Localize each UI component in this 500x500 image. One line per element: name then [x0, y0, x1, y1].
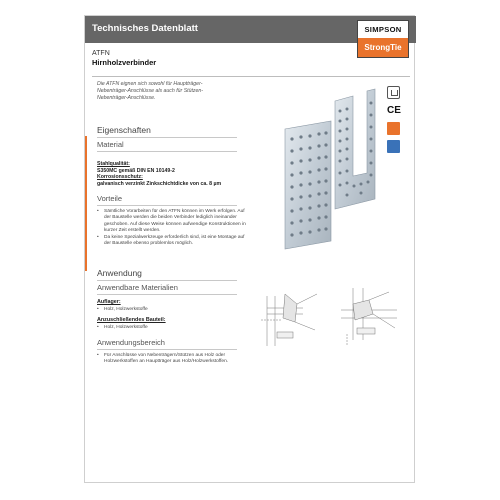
list-item: • Da keine Spezialwerkzeuge erforderlich sind, ist eine Montage auf der Baustelle ebenso problemlos möglich. — [97, 235, 247, 248]
product-name: Hirnholzverbinder — [92, 58, 157, 67]
corrosion-value: galvanisch verzinkt Zinkschichtdicke von ca. 8 µm — [97, 180, 222, 187]
logo-top-text: SIMPSON — [358, 21, 408, 38]
orange-cert-icon — [387, 122, 400, 135]
section-bereich: Anwendungsbereich — [97, 338, 165, 347]
section-line — [97, 151, 237, 152]
list-item: • Sämtliche Vorarbeiten für den ATFN können im Werk erfolgen. Auf der Baustelle werden die beiden Verbinder lediglich ineinander geschoben. Auf diese Weise können aufwendige Konstruktionen in kurzer Zeit erstellt werden. — [97, 209, 247, 234]
anzuschliessen-list — [97, 325, 247, 332]
datasheet-page — [84, 15, 415, 483]
flat-plate — [285, 121, 331, 249]
section-material: Material — [97, 140, 124, 149]
house-icon — [387, 86, 400, 99]
simpson-strongtie-logo — [357, 20, 409, 58]
section-eigenschaften: Eigenschaften — [97, 125, 151, 135]
ce-mark-icon: CE — [387, 105, 401, 116]
section-line — [97, 137, 237, 138]
material-specs — [97, 161, 247, 187]
installation-drawing — [257, 274, 407, 354]
divider — [92, 76, 410, 77]
product-heading — [92, 50, 156, 67]
accent-bar — [85, 136, 87, 271]
blue-cert-icon — [387, 140, 400, 153]
intro-text: Die ATFN eignen sich sowohl für Hauptträger-Nebenträger-Anschlüsse als auch für Stützen-Nebenträger-Anschlüsse. — [97, 81, 204, 101]
section-anwendung: Anwendung — [97, 268, 142, 278]
section-line — [97, 205, 237, 206]
product-code: ATFN — [92, 50, 110, 57]
list-item: • Holz, Holzwerkstoffe — [97, 307, 247, 313]
anzuschliessen-heading: Anzuschließendes Bauteil: — [97, 317, 166, 323]
drawing-left — [261, 294, 317, 346]
header-title: Technisches Datenblatt — [92, 23, 198, 34]
slotted-plate — [335, 89, 375, 209]
section-line — [97, 294, 237, 295]
section-anwendbare: Anwendbare Materialien — [97, 283, 178, 292]
advantages-list — [97, 209, 247, 249]
bereich-list — [97, 353, 247, 367]
logo-bottom-text: StrongTie — [358, 38, 408, 57]
steel-quality-value: S350MC gemäß DIN EN 10149-2 — [97, 167, 175, 174]
auflager-list — [97, 307, 247, 314]
section-line — [97, 280, 237, 281]
section-vorteile: Vorteile — [97, 194, 123, 203]
drawing-right — [341, 288, 397, 346]
auflager-heading: Auflager: — [97, 299, 121, 305]
certification-icons — [387, 86, 401, 158]
list-item: • Für Anschlüsse von Nebenträgern/Stützen aus Holz oder Holzwerkstoffen an Hauptträger aus Holz/Holzwerkstoffen. — [97, 353, 247, 366]
steel-quality-label: Stahlqualität: — [97, 161, 130, 167]
list-item: • Holz, Holzwerkstoffe — [97, 325, 247, 331]
section-line — [97, 349, 237, 350]
corrosion-label: Korrosionsschutz: — [97, 174, 143, 181]
product-image — [257, 81, 377, 251]
